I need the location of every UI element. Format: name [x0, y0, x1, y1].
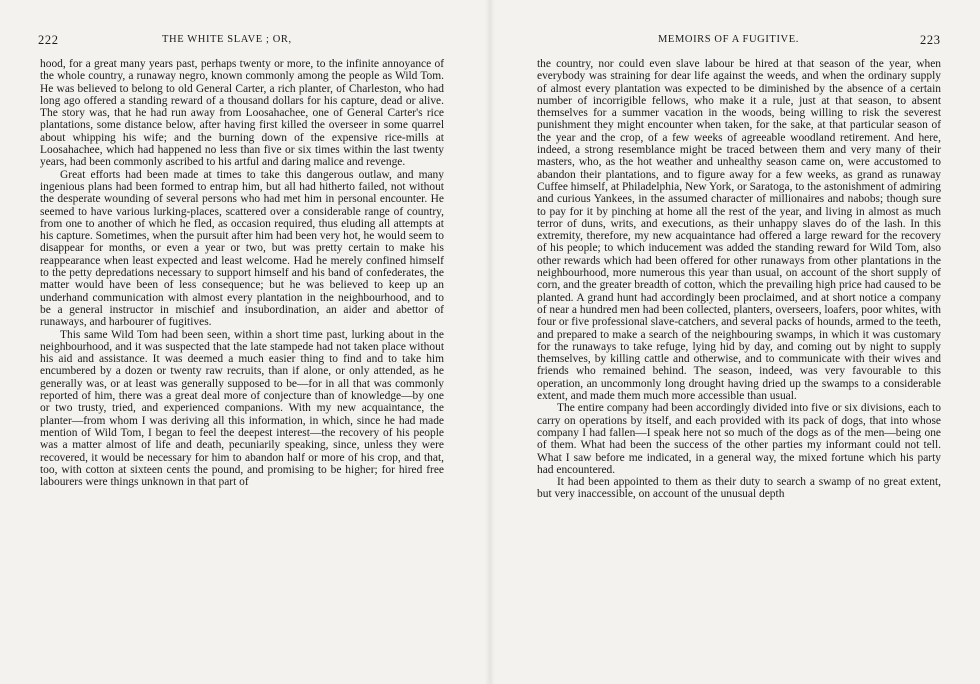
left-page-body — [40, 58, 444, 488]
left-page-number: 222 — [38, 33, 59, 47]
paragraph: hood, for a great many years past, perhaps twenty or more, to the infinite annoyance of the whole country, a runaway negro, known commonly among the people as Wild Tom. He was believed to belong to old General Carter, a rich planter, of Charleston, who had long ago offered a standing reward of a thousand dollars for his capture, dead or alive. The story was, that he had run away from Loosahachee, one of General Carter's rice plantations, some distance below, after having first killed the overseer in some quarrel about whipping his wife; and the burning down of the expensive rice-mills at Loosahachee, which had happened no less than five or six times within the last twenty years, had been commonly ascribed to his artful and daring malice and revenge. — [40, 58, 444, 169]
right-page-number: 223 — [920, 33, 941, 47]
paragraph: This same Wild Tom had been seen, within a short time past, lurking about in the neighbourhood, and it was suspected that the late stampede had not taken place without his aid and assistance. It was deemed a much easier thing to find and to take him encumbered by a dozen or twenty raw recruits, than if alone, or only attended, as he generally was, or at least was generally supposed to be—for in all that was commonly reported of him, there was a great deal more of conjecture than of knowledge—by one or two trusty, tried, and experienced companions. With my new acquaintance, the planter—from whom I was deriving all this information, in which, since he had made mention of Wild Tom, I began to feel the deepest interest—the recovery of his people was a matter almost of life and death, pecuniarily speaking, since, unless they were recovered, it would be necessary for him to abandon half or more of his crop, and that, too, with cotton at sixteen cents the pound, and promising to be higher; for hired free labourers were things unknown in that part of — [40, 328, 444, 489]
paragraph: Great efforts had been made at times to take this dangerous outlaw, and many ingenious plans had been formed to entrap him, but all had hitherto failed, not without the desperate wounding of several persons who had met him in personal encounter. He seemed to have various lurking-places, scattered over a considerable range of country, from one to another of which he fled, as occasion required, thus eluding all attempts at his capture. Sometimes, when the pursuit after him had been very hot, he would seem to disappear for months, or even a year or two, but was pretty certain to make his reappearance when least expected and least welcome. Had he merely confined himself to the petty depredations necessary to support himself and his band of confederates, the matter would have been of less consequence; but he was believed to keep up an underhand communication with almost every plantation in the neighbourhood, and to be a general instructor in mischief and insubordination, an aider and abettor of runaways, and harbourer of fugitives. — [40, 168, 444, 329]
paragraph: The entire company had been accordingly divided into five or six divisions, each to carry on operations by itself, and each provided with its pack of dogs, that into whose company I had fallen—I speak here not so much of the dogs as of the men—being one of them. What had been the success of the other parties my informant could not tell. What I saw before me indicated, in a general way, the mixed fortune which his party had encountered. — [537, 402, 941, 476]
paragraph: the country, nor could even slave labour be hired at that season of the year, when everybody was straining for dear life against the weeds, and when the ordinary supply of almost every plantation was expected to be diminished by the absence of a certain number of incorrigible fellows, who make it a rule, just at that season, to absent themselves for a summer vacation in the woods, being willing to risk the severest punishment they might encounter when taken, for the sake, at that particular season of the year and the crop, of a few weeks of agreeable woodland retirement. And here, indeed, a strong resemblance might be traced between them and very many of their masters, who, as the hot weather and unhealthy season came on, were accustomed to abandon their plantations, and to figure away for a few weeks, as grand as runaway Cuffee himself, at Philadelphia, New York, or Saratoga, to the astonishment of admiring and curious Yankees, in the assumed character of millionaires and nabobs; though sure to pay for it by pinching at home all the rest of the year, and living in almost as much terror of duns, writs, and executions, as their unhappy slaves do of the lash. In this extremity, therefore, my new acquaintance had offered a large reward for the recovery of his people; to which inducement was added the standing reward for Wild Tom, also other rewards which had been offered for other runaways from other plantations in the neighbourhood, more numerous this year than usual, on account of the short supply of corn, and the greater breadth of cotton, which the prevailing high price had caused to be planted. A grand hunt had accordingly been proclaimed, and at short notice a company of near a hundred men had been collected, planters, overseers, loafers, poor whites, with four or five professional slave-catchers, and several packs of hounds, armed to the teeth, and prepared to make a search of the neighbouring swamps, in which it was customary for the runaways to take refuge, lying hid by day, and coming out by night to supply themselves, by killing cattle and otherwise, and to communicate with their wives and friends who remained behind. The season, indeed, was very favourable to this operation, an uncommonly long drought having dried up the swamps to a considerable extent, and made them much more accessible than usual. — [537, 58, 941, 403]
right-running-head: MEMOIRS OF A FUGITIVE. — [658, 34, 799, 45]
right-page — [490, 0, 980, 684]
paragraph: It had been appointed to them as their duty to search a swamp of no great extent, but very inaccessible, on account of the unusual depth — [537, 476, 941, 501]
right-page-body — [537, 58, 941, 501]
left-running-head: THE WHITE SLAVE ; OR, — [162, 34, 292, 45]
